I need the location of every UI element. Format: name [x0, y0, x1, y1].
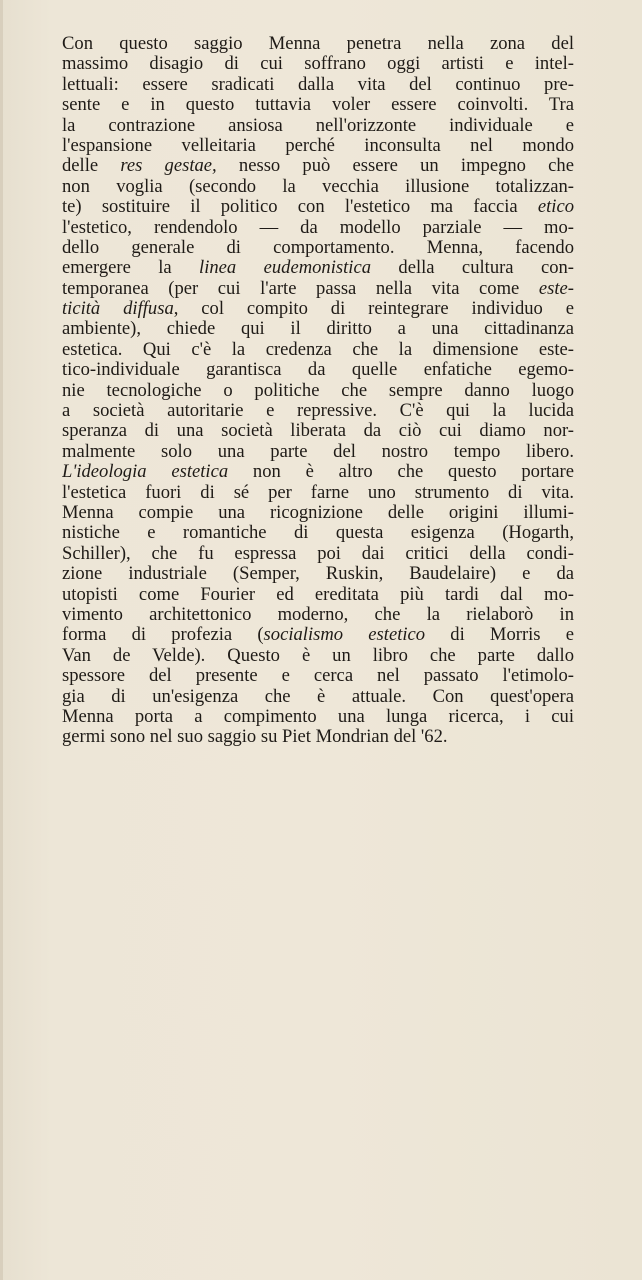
- text-run: nesso può essere un impegno che: [216, 156, 574, 177]
- text-line: [62, 238, 574, 258]
- text-run: spessore del presente e cerca nel passato l'etimolo-: [62, 666, 574, 687]
- text-run: nistiche e romantiche di questa esigenza (Hogarth,: [62, 523, 574, 544]
- italic-phrase: socialismo estetico: [263, 625, 426, 646]
- text-run: non voglia (secondo la vecchia illusione totalizzan-: [62, 176, 574, 197]
- text-line: [62, 319, 574, 339]
- text-line: [62, 687, 574, 707]
- text-run: estetica. Qui c'è la credenza che la dimensione este-: [62, 339, 574, 360]
- text-run: sente e in questo tuttavia voler essere coinvolti. Tra: [62, 95, 574, 116]
- text-run: non è altro che questo portare: [228, 462, 574, 483]
- text-line: [62, 381, 574, 401]
- text-line: [62, 666, 574, 686]
- italic-phrase: res gestae,: [120, 156, 217, 177]
- italic-phrase: ticità diffusa: [62, 299, 174, 320]
- text-run: lettuali: essere sradicati dalla vita del continuo pre-: [62, 74, 574, 95]
- text-line: [62, 727, 574, 747]
- text-line: [62, 646, 574, 666]
- italic-phrase: ideologia estetica: [76, 462, 229, 483]
- italic-phrase: L': [62, 462, 77, 483]
- text-run: a società autoritarie e repressive. C'è qui la lucida: [62, 401, 574, 422]
- text-run: , col compito di reintegrare individuo e: [173, 299, 574, 320]
- text-run: germi sono nel suo saggio su Piet Mondrian del '62.: [62, 727, 448, 748]
- text-run: Menna porta a compimento una lunga ricerca, i cui: [62, 706, 574, 727]
- text-line: [62, 523, 574, 543]
- text-line: [62, 95, 574, 115]
- text-run: Menna compie una ricognizione delle origini illumi-: [62, 502, 574, 523]
- text-line: [62, 156, 574, 176]
- text-run: massimo disagio di cui soffrano oggi artisti e intel-: [62, 54, 574, 75]
- text-run: l'espansione velleitaria perché inconsulta nel mondo: [62, 135, 574, 156]
- italic-phrase: este-: [538, 278, 574, 299]
- page-edge: [0, 0, 3, 1280]
- text-line: [62, 197, 574, 217]
- text-line: [62, 258, 574, 278]
- text-line: [62, 483, 574, 503]
- text-line: [62, 564, 574, 584]
- text-run: emergere la: [62, 258, 200, 279]
- text-line: [62, 360, 574, 380]
- text-run: dello generale di comportamento. Menna, facendo: [62, 237, 574, 258]
- text-run: di Morris e: [425, 625, 574, 646]
- text-run: gia di un'esigenza che è attuale. Con quest'opera: [62, 686, 574, 707]
- text-run: speranza di una società liberata da ciò cui diamo nor-: [62, 421, 574, 442]
- text-line: [62, 177, 574, 197]
- text-line: [62, 625, 574, 645]
- text-line: [62, 707, 574, 727]
- text-run: l'estetico, rendendolo — da modello parziale — mo-: [62, 217, 574, 238]
- text-run: la contrazione ansiosa nell'orizzonte individuale e: [62, 115, 574, 136]
- text-line: [62, 299, 574, 319]
- text-run: forma di profezia (: [62, 625, 264, 646]
- italic-phrase: linea eudemonistica: [199, 258, 372, 279]
- text-run: ambiente), chiede qui il diritto a una cittadinanza: [62, 319, 574, 340]
- text-line: [62, 218, 574, 238]
- text-line: [62, 442, 574, 462]
- italic-phrase: etico: [537, 197, 574, 218]
- text-line: [62, 54, 574, 74]
- text-run: te) sostituire il politico con l'estetico ma faccia: [62, 197, 538, 218]
- text-run: della cultura con-: [371, 258, 574, 279]
- text-run: Schiller), che fu espressa poi dai critici della condi-: [62, 543, 574, 564]
- text-line: [62, 605, 574, 625]
- text-line: [62, 116, 574, 136]
- text-run: temporanea (per cui l'arte passa nella vita come: [62, 278, 539, 299]
- text-run: nie tecnologiche o politiche che sempre danno luogo: [62, 380, 574, 401]
- text-line: [62, 421, 574, 441]
- text-line: [62, 401, 574, 421]
- text-line: [62, 585, 574, 605]
- text-run: tico-individuale garantisca da quelle enfatiche egemo-: [62, 360, 574, 381]
- text-line: [62, 34, 574, 54]
- text-run: vimento architettonico moderno, che la rielaborò in: [62, 604, 574, 625]
- text-line: [62, 544, 574, 564]
- text-run: l'estetica fuori di sé per farne uno strumento di vita.: [62, 482, 574, 503]
- blurb-text-block: [62, 34, 574, 748]
- text-run: Van de Velde). Questo è un libro che parte dallo: [62, 645, 574, 666]
- text-line: [62, 340, 574, 360]
- text-run: delle: [62, 156, 121, 177]
- text-run: zione industriale (Semper, Ruskin, Baudelaire) e da: [62, 564, 574, 585]
- text-run: utopisti come Fourier ed ereditata più tardi dal mo-: [62, 584, 574, 605]
- text-run: Con questo saggio Menna penetra nella zona del: [62, 34, 574, 54]
- text-line: [62, 136, 574, 156]
- text-line: [62, 503, 574, 523]
- text-line: [62, 279, 574, 299]
- text-line: [62, 75, 574, 95]
- text-run: malmente solo una parte del nostro tempo libero.: [62, 441, 574, 462]
- text-line: [62, 462, 574, 482]
